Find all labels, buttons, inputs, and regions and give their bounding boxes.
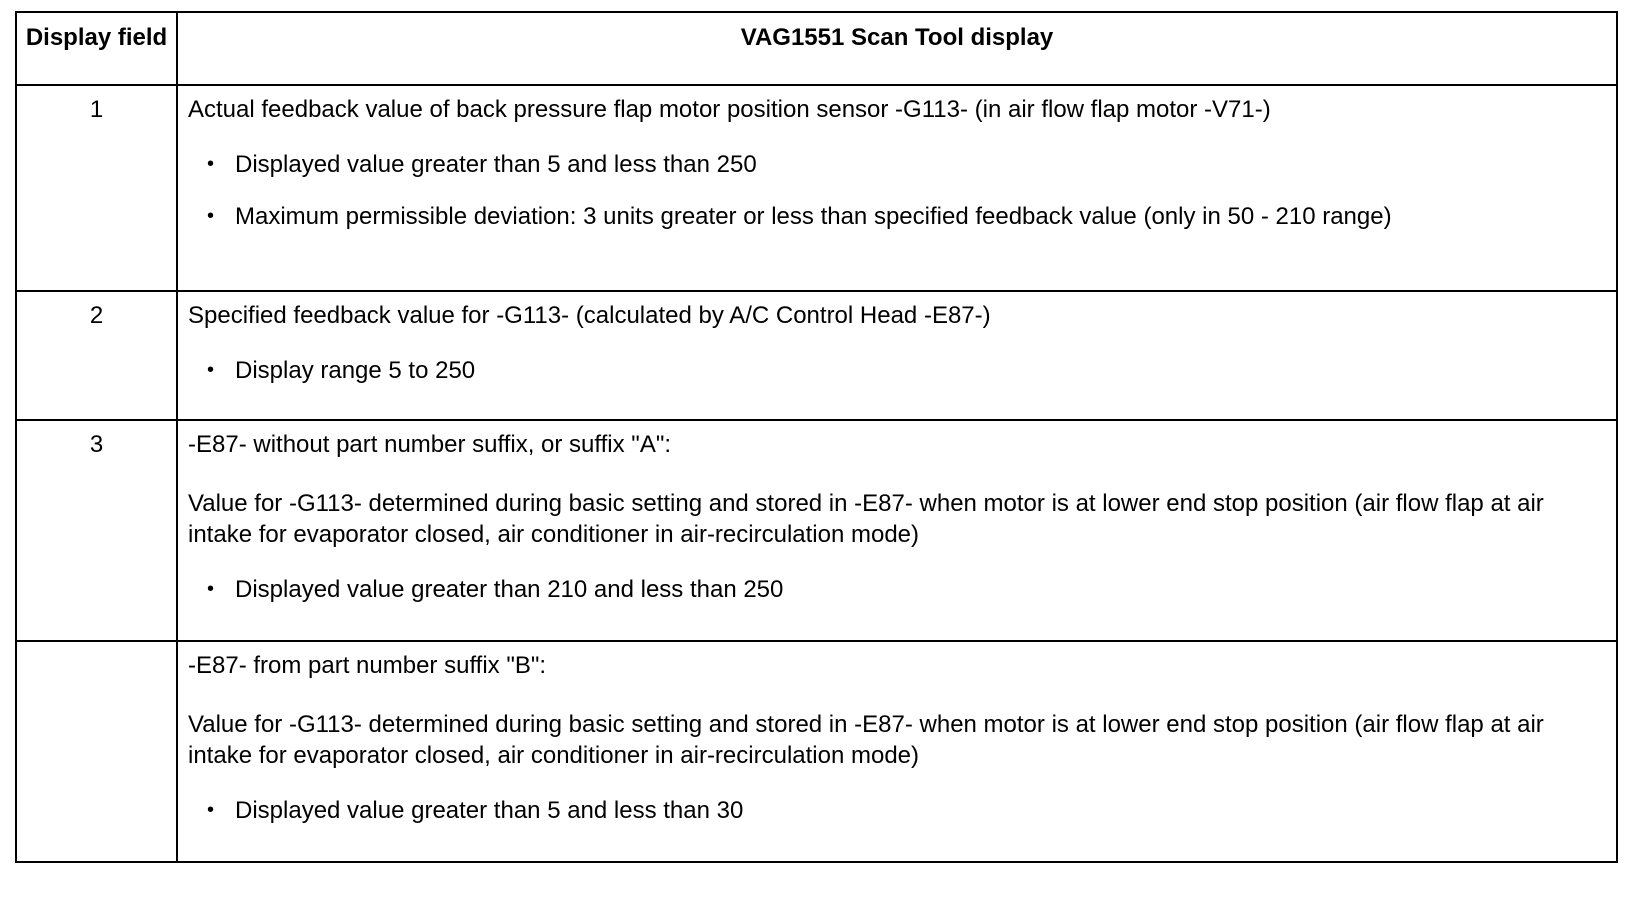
bullet-item <box>188 574 1596 605</box>
display-description <box>177 291 1617 420</box>
header-display-field: Display field <box>16 12 177 85</box>
table-row <box>16 420 1617 641</box>
bullet-item <box>188 201 1596 232</box>
display-field-number: 1 <box>16 85 177 291</box>
bullet-icon: • <box>207 153 215 175</box>
bullet-text: Display range 5 to 250 <box>235 357 476 384</box>
table-row <box>16 641 1617 862</box>
bullet-icon: • <box>207 205 215 227</box>
bullet-list <box>188 355 1596 386</box>
description-paragraph: -E87- from part number suffix "B": <box>188 652 547 679</box>
display-field-number: 3 <box>16 420 177 641</box>
bullet-icon: • <box>207 799 215 821</box>
display-description <box>177 641 1617 862</box>
description-paragraph: Value for -G113- determined during basic setting and stored in -E87- when motor is at lower end stop position (air flow flap at air intake for evaporator closed, air conditioner in air-recirculation mode) <box>188 711 1544 769</box>
display-description <box>177 85 1617 291</box>
bullet-list <box>188 149 1596 232</box>
bullet-text: Displayed value greater than 210 and less than 250 <box>235 576 784 603</box>
header-scan-tool-display: VAG1551 Scan Tool display <box>177 12 1617 85</box>
description-paragraph: Value for -G113- determined during basic setting and stored in -E87- when motor is at lower end stop position (air flow flap at air intake for evaporator closed, air conditioner in air-recirculation mode) <box>188 490 1544 548</box>
bullet-text: Displayed value greater than 5 and less than 250 <box>235 151 757 178</box>
description-paragraph: Actual feedback value of back pressure flap motor position sensor -G113- (in air flow flap motor -V71-) <box>188 96 1271 123</box>
table-row <box>16 291 1617 420</box>
display-description <box>177 420 1617 641</box>
bullet-list <box>188 574 1596 605</box>
bullet-item <box>188 355 1596 386</box>
display-field-number <box>16 641 177 862</box>
description-paragraph: Specified feedback value for -G113- (calculated by A/C Control Head -E87-) <box>188 302 991 329</box>
bullet-icon: • <box>207 359 215 381</box>
bullet-item <box>188 149 1596 180</box>
bullet-text: Displayed value greater than 5 and less than 30 <box>235 797 744 824</box>
bullet-item <box>188 795 1596 826</box>
bullet-list <box>188 795 1596 826</box>
bullet-icon: • <box>207 578 215 600</box>
description-paragraph: -E87- without part number suffix, or suffix "A": <box>188 431 672 458</box>
table-row <box>16 85 1617 291</box>
bullet-text: Maximum permissible deviation: 3 units greater or less than specified feedback value (only in 50 - 210 range) <box>235 203 1392 230</box>
table-header-row <box>16 12 1617 85</box>
display-fields-table <box>15 11 1618 863</box>
display-field-number: 2 <box>16 291 177 420</box>
